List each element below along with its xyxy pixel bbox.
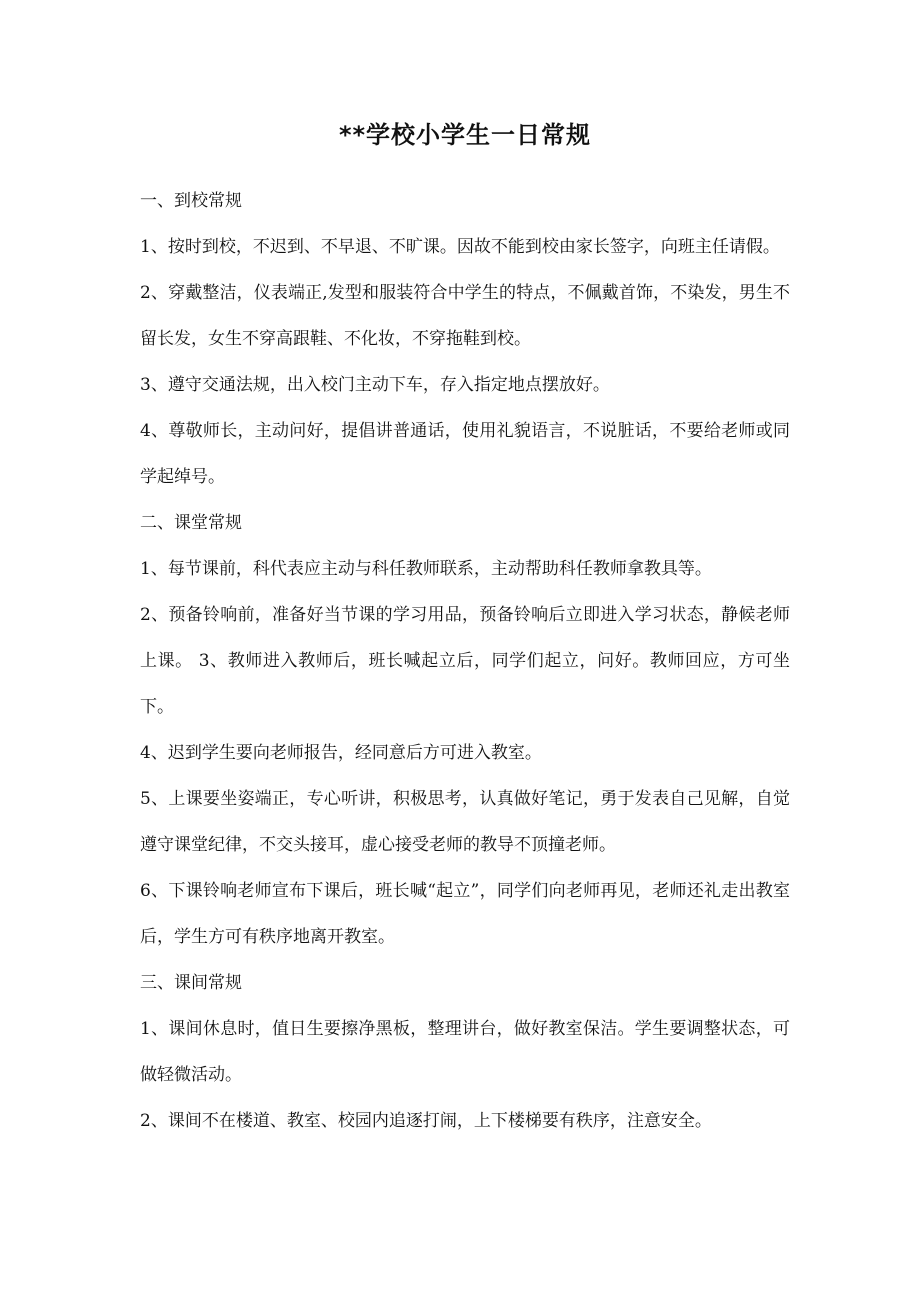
document-page: [140, 118, 790, 1144]
section-heading: 三、课间常规: [140, 973, 242, 993]
rule-item: 5、上课要坐姿端正，专心听讲，积极思考，认真做好笔记，勇于发表自己见解，自觉遵守课堂纪律，不交头接耳，虚心接受老师的教导不顶撞老师。: [140, 789, 790, 855]
rule-item: 1、按时到校，不迟到、不早退、不旷课。因故不能到校由家长签字，向班主任请假。: [140, 237, 780, 257]
section-heading: 二、课堂常规: [140, 513, 242, 533]
rule-item: 1、课间休息时，值日生要擦净黑板，整理讲台，做好教室保洁。学生要调整状态，可做轻微活动。: [140, 1019, 790, 1085]
rule-item: 2、预备铃响前，准备好当节课的学习用品，预备铃响后立即进入学习状态，静候老师上课。 3、教师进入教师后，班长喊起立后，同学们起立，问好。教师回应，方可坐下。: [140, 605, 790, 717]
rule-item: 2、穿戴整洁，仪表端正,发型和服装符合中学生的特点，不佩戴首饰，不染发，男生不留长发，女生不穿高跟鞋、不化妆，不穿拖鞋到校。: [140, 283, 790, 349]
rule-item: 4、迟到学生要向老师报告，经同意后方可进入教室。: [140, 743, 542, 763]
section-break: [140, 960, 790, 1144]
rule-item: 3、遵守交通法规，出入校门主动下车，存入指定地点摆放好。: [140, 375, 610, 395]
section-arrival: [140, 178, 790, 500]
section-heading: 一、到校常规: [140, 191, 242, 211]
rule-item: 6、下课铃响老师宣布下课后，班长喊“起立”，同学们向老师再见，老师还礼走出教室后，学生方可有秩序地离开教室。: [140, 881, 790, 947]
document-title: **学校小学生一日常规: [338, 121, 592, 149]
rule-item: 1、每节课前，科代表应主动与科任教师联系，主动帮助科任教师拿教具等。: [140, 559, 712, 579]
section-classroom: [140, 500, 790, 960]
rule-item: 4、尊敬师长，主动问好，提倡讲普通话，使用礼貌语言，不说脏话，不要给老师或同学起绰号。: [140, 421, 790, 487]
rule-item: 2、课间不在楼道、教室、校园内追逐打闹，上下楼梯要有秩序，注意安全。: [140, 1111, 712, 1131]
